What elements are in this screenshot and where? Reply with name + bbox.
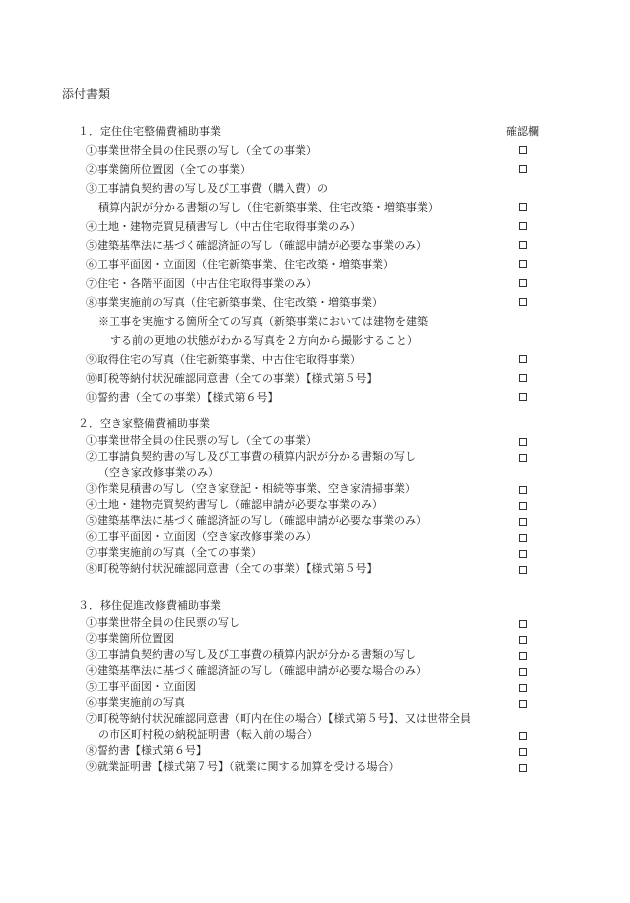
- attachment-line: [0, 198, 630, 217]
- attachment-line: [0, 388, 630, 407]
- confirm-checkbox[interactable]: [519, 241, 527, 249]
- attachment-item-label: ⑥工事平面図・立面図（空き家改修事業のみ）: [86, 530, 317, 543]
- attachment-line: [0, 711, 630, 727]
- section-heading: １．定住住宅整備費補助事業: [78, 125, 221, 138]
- attachment-note: する前の更地の状態がわかる写真を２方向から撮影すること）: [110, 334, 418, 347]
- attachment-item-label: ③工事請負契約書の写し及び工事費（購入費）の: [86, 182, 328, 195]
- attachment-item-label: ⑧事業実施前の写真（住宅新築事業、住宅改築・増築事業）: [86, 296, 383, 309]
- attachment-line: [0, 141, 630, 160]
- attachment-item-label: ⑦町税等納付状況確認同意書（町内在住の場合）【様式第５号】、又は世帯全員: [86, 712, 471, 725]
- attachment-item-label: ⑧誓約書【様式第６号】: [86, 744, 207, 757]
- attachment-line: [0, 179, 630, 198]
- attachment-line: [0, 160, 630, 179]
- section-heading-row: [0, 596, 630, 615]
- attachment-item-label: ⑨就業証明書【様式第７号】（就業に関する加算を受ける場合）: [86, 760, 400, 773]
- attachment-line: [0, 481, 630, 497]
- attachment-line: [0, 497, 630, 513]
- confirm-checkbox[interactable]: [519, 636, 527, 644]
- confirm-checkbox[interactable]: [519, 203, 527, 211]
- attachment-line: [0, 312, 630, 331]
- attachment-item-label: ①事業世帯全員の住民票の写し（全ての事業）: [86, 144, 317, 157]
- attachment-item-label: ⑦事業実施前の写真（全ての事業）: [86, 546, 262, 559]
- attachment-item-label: の市区町村税の納税証明書（転入前の場合）: [98, 728, 318, 741]
- attachment-item-label: 積算内訳が分かる書類の写し（住宅新築事業、住宅改築・増築事業）: [98, 201, 439, 214]
- attachment-item-label: ⑧町税等納付状況確認同意書（全ての事業）【様式第５号】: [86, 562, 378, 575]
- attachment-line: [0, 615, 630, 631]
- attachment-line: [0, 743, 630, 759]
- confirm-checkbox[interactable]: [519, 146, 527, 154]
- confirm-checkbox[interactable]: [519, 732, 527, 740]
- attachment-line: [0, 695, 630, 711]
- attachment-line: [0, 369, 630, 388]
- attachment-line: [0, 561, 630, 577]
- confirm-checkbox[interactable]: [519, 298, 527, 306]
- attachment-item-label: ⑥事業実施前の写真: [86, 696, 185, 709]
- attachment-item-label: ③作業見積書の写し（空き家登記・相続等事業、空き家清掃事業）: [86, 482, 416, 495]
- attachment-line: [0, 759, 630, 775]
- confirm-checkbox[interactable]: [519, 518, 527, 526]
- attachment-line: [0, 255, 630, 274]
- confirm-checkbox[interactable]: [519, 355, 527, 363]
- attachment-line: [0, 465, 630, 481]
- section-heading: ３．移住促進改修費補助事業: [78, 599, 221, 612]
- confirm-checkbox[interactable]: [519, 374, 527, 382]
- attachment-line: [0, 663, 630, 679]
- attachment-line: [0, 449, 630, 465]
- section-heading: ２．空き家整備費補助事業: [78, 417, 210, 430]
- attachment-line: [0, 727, 630, 743]
- section-heading-row: [0, 122, 630, 141]
- confirm-checkbox[interactable]: [519, 668, 527, 676]
- attachment-line: [0, 293, 630, 312]
- confirm-checkbox[interactable]: [519, 393, 527, 401]
- attachment-line: [0, 529, 630, 545]
- attachment-item-label: ⑤建築基準法に基づく確認済証の写し（確認申請が必要な事業のみ）: [86, 239, 427, 252]
- attachment-line: [0, 331, 630, 350]
- attachment-item-label: ④土地・建物売買見積書写し（中古住宅取得事業のみ）: [86, 220, 361, 233]
- attachment-item-label: ⑤工事平面図・立面図: [86, 680, 196, 693]
- attachment-item-label: ②事業箇所位置図（全ての事業）: [86, 163, 251, 176]
- confirm-checkbox[interactable]: [519, 534, 527, 542]
- attachment-line: [0, 679, 630, 695]
- attachment-section-2: [0, 414, 630, 577]
- attachment-section-1: [0, 122, 630, 407]
- confirm-checkbox[interactable]: [519, 684, 527, 692]
- confirm-column-label: 確認欄: [506, 125, 539, 138]
- attachment-item-label: ⑨取得住宅の写真（住宅新築事業、中古住宅取得事業）: [86, 353, 361, 366]
- attachment-item-label: ②工事請負契約書の写し及び工事費の積算内訳が分かる書類の写し: [86, 450, 416, 463]
- attachment-item-label: ④建築基準法に基づく確認済証の写し（確認申請が必要な場合のみ）: [86, 664, 427, 677]
- confirm-checkbox[interactable]: [519, 620, 527, 628]
- attachment-item-label: ⑥工事平面図・立面図（住宅新築事業、住宅改築・増築事業）: [86, 258, 394, 271]
- confirm-checkbox[interactable]: [519, 279, 527, 287]
- confirm-checkbox[interactable]: [519, 566, 527, 574]
- attachment-item-label: ④土地・建物売買契約書写し（確認申請が必要な事業のみ）: [86, 498, 383, 511]
- attachment-line: [0, 350, 630, 369]
- attachment-item-label: ⑤建築基準法に基づく確認済証の写し（確認申請が必要な事業のみ）: [86, 514, 427, 527]
- attachment-line: [0, 631, 630, 647]
- attachment-line: [0, 217, 630, 236]
- attachment-item-label: ①事業世帯全員の住民票の写し（全ての事業）: [86, 434, 317, 447]
- confirm-checkbox[interactable]: [519, 764, 527, 772]
- attachment-item-label: （空き家改修事業のみ）: [98, 466, 219, 479]
- attachment-section-3: [0, 596, 630, 775]
- attachment-item-label: ⑦住宅・各階平面図（中古住宅取得事業のみ）: [86, 277, 317, 290]
- confirm-checkbox[interactable]: [519, 502, 527, 510]
- confirm-checkbox[interactable]: [519, 700, 527, 708]
- attachment-item-label: ③工事請負契約書の写し及び工事費の積算内訳が分かる書類の写し: [86, 648, 416, 661]
- attachment-line: [0, 545, 630, 561]
- attachment-item-label: ⑩町税等納付状況確認同意書（全ての事業）【様式第５号】: [86, 372, 378, 385]
- attachment-line: [0, 647, 630, 663]
- attachment-line: [0, 433, 630, 449]
- document-title: 添付書類: [62, 87, 111, 101]
- attachment-item-label: ②事業箇所位置図: [86, 632, 174, 645]
- confirm-checkbox[interactable]: [519, 652, 527, 660]
- confirm-checkbox[interactable]: [519, 748, 527, 756]
- confirm-checkbox[interactable]: [519, 438, 527, 446]
- attachment-item-label: ①事業世帯全員の住民票の写し: [86, 616, 240, 629]
- attachment-line: [0, 236, 630, 255]
- confirm-checkbox[interactable]: [519, 165, 527, 173]
- confirm-checkbox[interactable]: [519, 550, 527, 558]
- attachment-item-label: ⑪誓約書（全ての事業）【様式第６号】: [86, 391, 279, 404]
- attachment-note: ※工事を実施する箇所全ての写真（新築事業においては建物を建築: [98, 315, 428, 328]
- confirm-checkbox[interactable]: [519, 260, 527, 268]
- attachment-line: [0, 274, 630, 293]
- confirm-checkbox[interactable]: [519, 454, 527, 462]
- confirm-checkbox[interactable]: [519, 222, 527, 230]
- attachment-line: [0, 513, 630, 529]
- section-heading-row: [0, 414, 630, 433]
- confirm-checkbox[interactable]: [519, 486, 527, 494]
